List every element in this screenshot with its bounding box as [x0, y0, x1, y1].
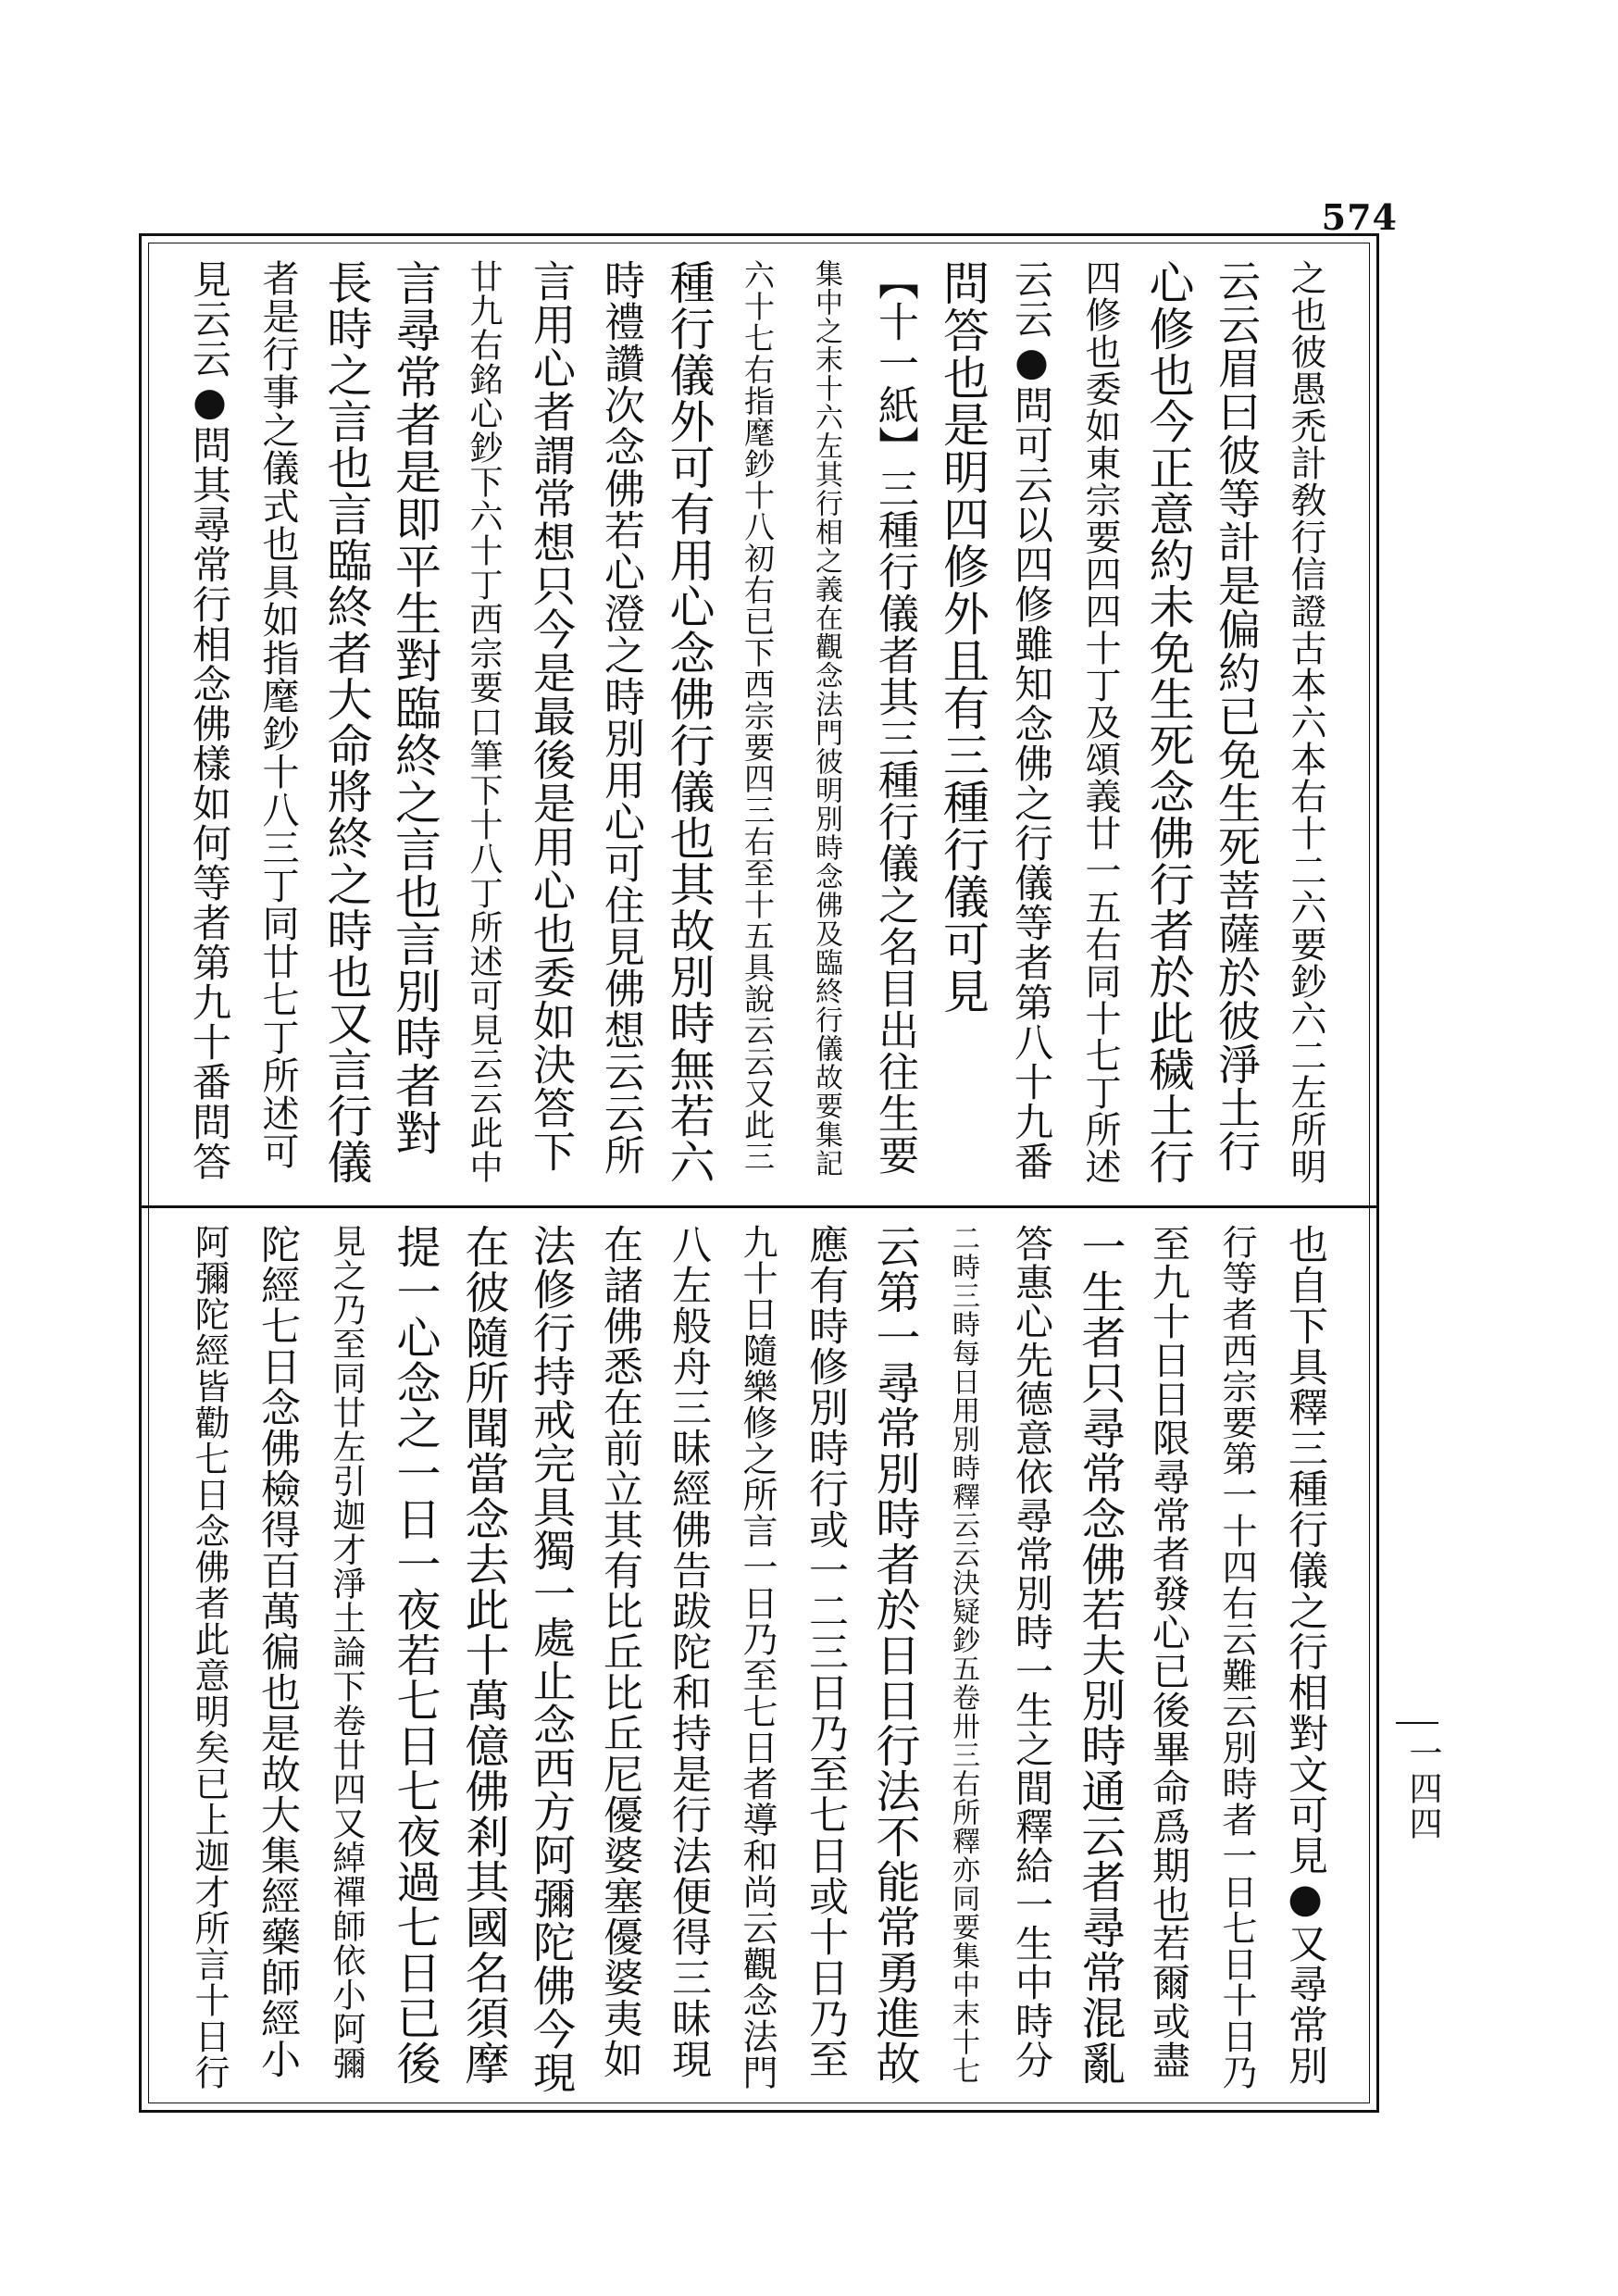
- text-column: 云云眉曰彼等計是偏約已免生死菩薩於彼淨土行: [1212, 259, 1262, 1173]
- text-column: 也自下具釋三種行儀之行相對文可見●又尋常別: [1282, 1224, 1328, 2086]
- text-column: 四修也委如東宗要四四十丁及頌義廿一五右同十七丁所述: [1079, 259, 1121, 1185]
- text-column: 至九十日日限尋常者發心已後畢命爲期也若爾或盡: [1146, 1224, 1190, 2079]
- text-column: 問答也是明四修外且有三種行儀可見: [936, 259, 989, 1015]
- text-column: 陀經七日念佛檢得百萬徧也是故大集經藥師經小: [255, 1224, 301, 2079]
- text-column: 心修也今正意約未免生死念佛行者於此穢土行: [1142, 259, 1195, 1185]
- text-column: 者是行事之儀式也具如指麾鈔十八三丁同廿七丁所述可: [256, 259, 299, 1170]
- text-column: 言用心者謂常想只今是最後是用心也委如決答下: [527, 259, 577, 1173]
- text-column: 應有時修別時行或一二三日乃至七日或十日乃至: [803, 1224, 849, 2079]
- text-column: 種行儀外可有用心念佛行儀也其故別時無若六: [663, 259, 716, 1185]
- text-column: 阿彌陀經皆勸七日念佛者此意明矣已上迦才所言十日行: [189, 1224, 230, 2090]
- text-column: 六十七右指麾鈔十八初右已下西宗要四三右至十五具說云云又此三: [740, 259, 776, 1172]
- text-column: 九十日隨樂修之所言一日乃至七日者導和尚云觀念法門: [737, 1224, 778, 2090]
- text-column: 提一心念之一日一夜若七日七夜過七日已後: [389, 1224, 441, 2086]
- text-column: 見云云●問其尋常行相念佛樣如何等者第九十番問答: [187, 259, 232, 1181]
- page-number: 574: [1321, 196, 1398, 238]
- text-column: 在諸佛悉在前立其有比丘比丘尼優婆塞優婆夷如: [597, 1224, 643, 2079]
- text-column: 法修行持戒完具獨一處止念西方阿彌陀佛今現: [527, 1224, 577, 2094]
- text-column: 答惠心先德意依尋常別時一生之間釋給一生中時分: [1009, 1224, 1053, 2079]
- text-column: 云云●問可云以四修雖知念佛之行儀等者第八十九番: [1009, 259, 1054, 1181]
- text-column: 集中之末十六左其行相之義在觀念法門彼明別時念佛及臨終行儀故要集記: [810, 259, 842, 1178]
- text-column: 長時之言也言臨終者大命將終之時也又言行儀: [320, 259, 373, 1185]
- register-divider: [139, 1205, 1379, 1208]
- text-column: 云第一尋常別時者於日日行法不能常勇進故: [868, 1224, 920, 2086]
- text-column: 二時三時每日用別時釋云云決疑鈔五卷卅三右所釋亦同要集中末十七: [947, 1224, 979, 2085]
- text-column: 在彼隨所聞當念去此十萬億佛剎其國名須摩: [457, 1224, 509, 2086]
- side-marker-rule: [1396, 1722, 1438, 1724]
- text-column: 之也彼愚禿計敎行信證古本六本右十二六要鈔六二左所明: [1285, 259, 1326, 1185]
- text-column: 言尋常者是即平生對臨終之言也言別時者對: [388, 259, 442, 1156]
- side-page-marker: 一四四: [1404, 1736, 1442, 1841]
- text-column: 廿九右銘心鈔下六十丁西宗要口筆下十八丁所述可見云云此中: [465, 259, 503, 1184]
- text-column: 八左般舟三昧經佛告跋陀和持是行法便得三昧現: [666, 1224, 712, 2079]
- text-column: 時禮讚次念佛若心澄之時別用心可住見佛想云云所: [597, 259, 644, 1176]
- text-column: 行等者西宗要第一十四右云難云別時者一日七日十日乃: [1216, 1224, 1257, 2090]
- text-column: 一生者只尋常念佛若夫別時通云者尋常混亂: [1074, 1224, 1126, 2086]
- text-column: 見之乃至同廿左引迦才淨土論下卷廿四又綽禪師依小阿彌: [328, 1224, 366, 2080]
- text-column: 【十一紙】三種行儀者其三種行儀之名目出往生要: [871, 259, 918, 1176]
